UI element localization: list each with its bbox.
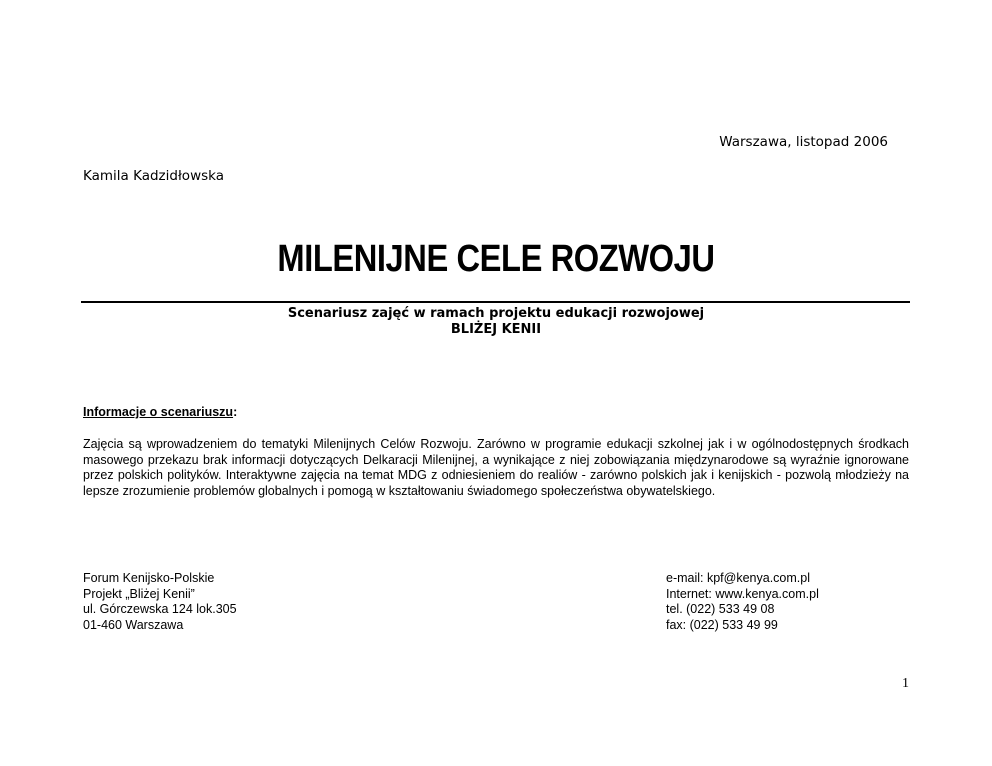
- info-heading-text: Informacje o scenariuszu: [83, 405, 234, 419]
- contact-fax: fax: (022) 533 49 99: [666, 617, 778, 632]
- contact-city: 01-460 Warszawa: [83, 617, 184, 632]
- contact-details-block: [666, 571, 819, 633]
- contact-project: Projekt „Bliżej Kenii”: [83, 586, 195, 601]
- page-number: 1: [902, 676, 909, 691]
- contact-phone: tel. (022) 533 49 08: [666, 602, 775, 616]
- author-name: Kamila Kadzidłowska: [83, 168, 224, 184]
- contact-street: ul. Górczewska 124 lok.305: [83, 602, 237, 616]
- contact-website: Internet: www.kenya.com.pl: [666, 586, 819, 601]
- info-paragraph: Zajęcia są wprowadzeniem do tematyki Milenijnych Celów Rozwoju. Zarówno w programie edukacji szkolnej jak i w ogólnodostępnych środkach masowego przekazu brak informacji dotyczących Delkaracji Milenijnej, a wynikające z niej zobowiązania międzynarodowe są wyraźnie ignorowane przez polskich polityków. Interaktywne zajęcia na temat MDG z odniesieniem do realiów - zarówno polskich jak i kenijskich - pozwolą młodzieży na lepsze zrozumienie problemów globalnych i pomogą w kształtowaniu świadomego społeczeństwa obywatelskiego.: [83, 437, 909, 498]
- document-title: MILENIJNE CELE ROZWOJU: [277, 238, 715, 280]
- contact-email: e-mail: kpf@kenya.com.pl: [666, 571, 810, 585]
- contact-address-block: [83, 571, 237, 633]
- info-heading-colon: :: [233, 405, 238, 419]
- contact-org: Forum Kenijsko-Polskie: [83, 571, 215, 585]
- subtitle-line-2: BLIŻEJ KENII: [450, 322, 542, 337]
- info-heading: [83, 405, 237, 419]
- title-divider: [81, 301, 910, 303]
- subtitle-line-1: Scenariusz zajęć w ramach projektu edukacji rozwojowej: [287, 306, 705, 321]
- date-place: Warszawa, listopad 2006: [719, 134, 888, 150]
